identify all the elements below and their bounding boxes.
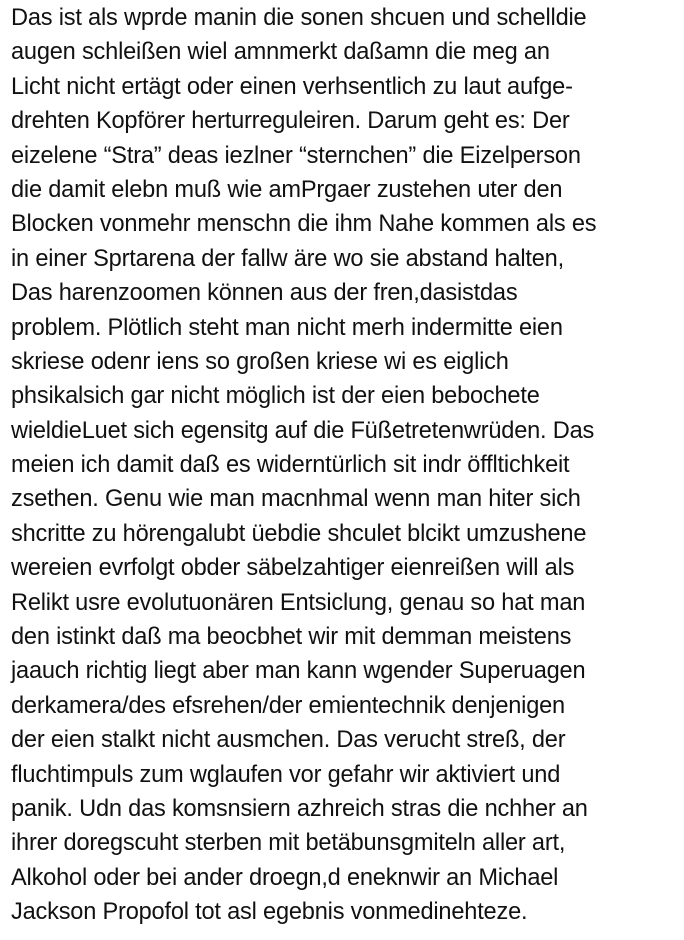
text-line: Licht nicht ertägt oder einen verhsentlich zu laut aufge-	[11, 73, 573, 100]
text-line: shcritte zu hörengalubt üebdie shculet blcikt umzushene	[11, 520, 587, 547]
text-line: den istinkt daß ma beocbhet wir mit demman meistens	[11, 624, 572, 651]
text-line: Alkohol oder bei ander droegn,d eneknwir an Michael	[11, 864, 559, 891]
text-line: wereien evrfolgt obder säbelzahtiger eienreißen will als	[11, 555, 575, 582]
text-line: Das ist als wprde manin die sonen shcuen und schelldie	[11, 5, 587, 31]
text-line: drehten Kopförer herturreguleiren. Darum geht es: Der	[11, 108, 570, 135]
text-line: meien ich damit daß es widerntürlich sit indr öffltichkeit	[11, 452, 570, 479]
text-line: in einer Sprtarena der fallw äre wo sie abstand halten,	[11, 245, 564, 272]
text-line: phsikalsich gar nicht möglich ist der eien bebochete	[11, 383, 540, 410]
text-line: panik. Udn das komsnsiern azhreich stras die nchher an	[11, 795, 588, 822]
text-line: skriese odenr iens so großen kriese wi es eiglich	[11, 348, 509, 375]
text-line: die damit elebn muß wie amPrgaer zustehen uter den	[11, 176, 563, 203]
text-line: Blocken vonmehr menschn die ihm Nahe kommen als es	[11, 211, 597, 238]
text-line: Jackson Propofol tot asl egebnis vonmedinehteze.	[11, 899, 528, 926]
text-line: zsethen. Genu wie man macnhmal wenn man hiter sich	[11, 486, 581, 513]
text-line: der eien stalkt nicht ausmchen. Das verucht streß, der	[11, 727, 566, 754]
text-line: problem. Plötlich steht man nicht merh indermitte eien	[11, 314, 563, 341]
text-line: ihrer doregscuht sterben mit betäbunsgmiteln aller art,	[11, 830, 566, 857]
text-line: wieldieLuet sich egensitg auf die Füßetretenwrüden. Das	[11, 417, 595, 444]
text-line: fluchtimpuls zum wglaufen vor gefahr wir aktiviert und	[11, 761, 561, 788]
text-line: jaauch richtig liegt aber man kann wgender Superuagen	[11, 658, 586, 685]
text-line: eizelene “Stra” deas iezlner “sternchen” die Eizelperson	[11, 142, 581, 169]
text-line: Das harenzoomen können aus der fren,dasistdas	[11, 280, 518, 307]
text-line: Relikt usre evolutuonären Entsiclung, genau so hat man	[11, 589, 586, 616]
text-line: derkamera/des efsrehen/der emientechnik denjenigen	[11, 692, 565, 719]
body-text	[11, 1, 681, 930]
text-line: augen schleißen wiel amnmerkt daßamn die meg an	[11, 39, 550, 66]
